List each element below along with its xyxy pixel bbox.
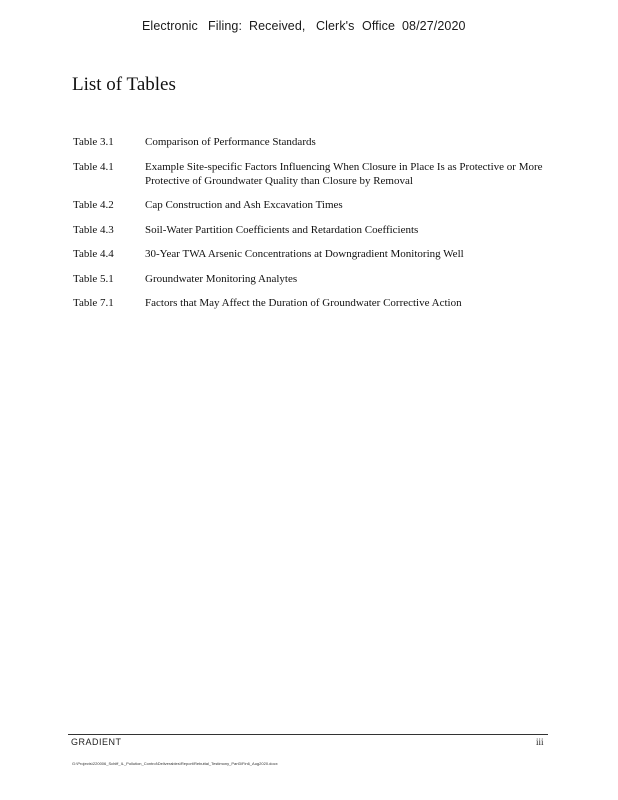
table-title: Factors that May Affect the Duration of Groundwater Corrective Action — [145, 297, 462, 309]
table-number: Table 4.1 — [73, 160, 114, 173]
table-title: Cap Construction and Ash Excavation Times — [145, 199, 343, 211]
table-number: Table 3.1 — [73, 136, 114, 148]
page-title: List of Tables — [72, 74, 176, 95]
table-number: Table 7.1 — [73, 297, 114, 309]
filing-date: 08/27/2020 — [402, 19, 466, 33]
table-title: Example Site-specific Factors Influencing When Closure in Place Is as Protective or More Protective of Groundwater Quality than Closure by Removal — [145, 160, 543, 187]
table-number: Table 4.4 — [73, 248, 114, 260]
filing-word-clerks: Clerk's — [316, 19, 355, 33]
table-entry — [73, 160, 573, 188]
file-path: G:\Projects\220006_Schiff_IL_Pollution_Control\Deliverables\Report\Rebuttal_Testimony_Part3\Fin6_Aug2020.docx — [72, 761, 278, 766]
table-title: Soil-Water Partition Coefficients and Retardation Coefficients — [145, 223, 419, 236]
filing-stamp-header — [142, 19, 472, 33]
filing-word-electronic: Electronic — [142, 19, 198, 33]
filing-word-filing: Filing: — [208, 19, 243, 33]
filing-word-office: Office — [362, 19, 396, 33]
filing-word-received: Received, — [249, 19, 306, 33]
page-number: iii — [536, 737, 544, 747]
table-number: Table 5.1 — [73, 272, 114, 285]
table-entry — [73, 247, 573, 261]
list-of-tables — [73, 135, 573, 321]
table-entry — [73, 223, 573, 237]
table-number: Table 4.2 — [73, 199, 114, 211]
table-title: Comparison of Performance Standards — [145, 136, 316, 148]
gradient-logo: GRADIENT — [71, 737, 122, 747]
table-title: Groundwater Monitoring Analytes — [145, 272, 298, 285]
footer-divider — [68, 734, 548, 735]
table-entry — [73, 272, 573, 286]
table-title: 30-Year TWA Arsenic Concentrations at Downgradient Monitoring Well — [145, 248, 464, 260]
table-entry — [73, 198, 573, 212]
table-entry — [73, 296, 573, 310]
table-number: Table 4.3 — [73, 223, 114, 236]
table-entry — [73, 135, 573, 149]
